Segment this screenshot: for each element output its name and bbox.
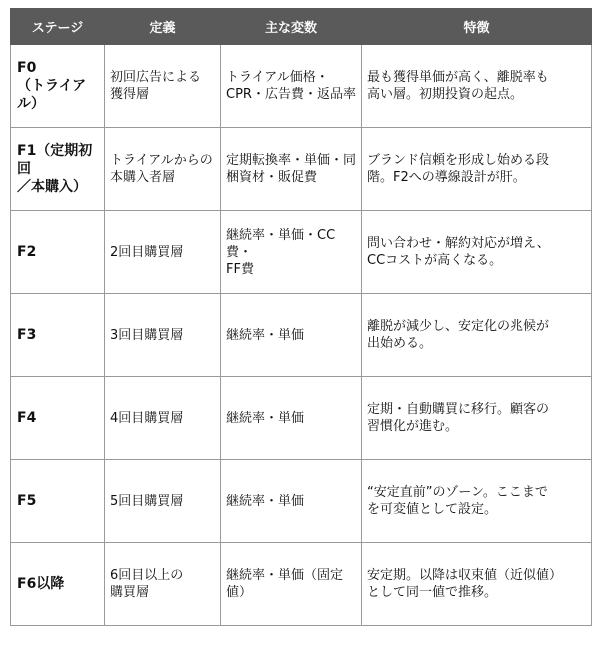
cell-variables [221,128,362,211]
header-features: 特徴 [362,9,592,45]
cell-line: 6回目以上の [110,568,184,583]
cell-variables [221,377,362,460]
cell-stage [11,294,105,377]
stage-table [10,8,592,626]
cell-variables [221,45,362,128]
cell-variables [221,294,362,377]
table-row [11,377,592,460]
cell-line: （トライアル） [17,78,87,112]
table-header [11,9,592,45]
cell-definition [105,45,221,128]
cell-features [362,460,592,543]
cell-line: CCコストが高くなる。 [367,253,503,268]
cell-line: 5回目購買層 [110,493,184,509]
cell-line: 4回目購買層 [110,410,184,426]
cell-features [362,45,592,128]
table-row [11,45,592,128]
cell-line: 習慣化が進む。 [367,419,459,434]
cell-line: F5 [17,493,37,509]
cell-line: 継続率・単価 [226,493,305,509]
cell-line: 購買層 [110,585,150,600]
header-row [11,9,592,45]
cell-stage [11,45,105,128]
cell-stage [11,377,105,460]
cell-features [362,377,592,460]
header-definition: 定義 [105,9,221,45]
table-row [11,211,592,294]
header-variables: 主な変数 [221,9,362,45]
cell-definition [105,460,221,543]
cell-line: 3回目購買層 [110,327,184,343]
cell-line: 安定期。以降は収束値（近似値） [367,568,563,583]
cell-line: トライアル価格・ [226,70,329,85]
cell-line: F2 [17,244,37,260]
cell-variables [221,543,362,626]
cell-definition [105,211,221,294]
cell-line: 本購入者層 [110,170,176,185]
cell-line: CPR・広告費・返品率 [226,87,356,102]
cell-line: 離脱が減少し、安定化の兆候が [367,319,550,334]
cell-line: を可変値として設定。 [367,502,498,517]
cell-features [362,211,592,294]
cell-line: ／本購入） [17,179,87,195]
cell-line: ブランド信頼を形成し始める段 [367,153,550,168]
cell-line: F4 [17,410,37,426]
cell-line: 高い層。初期投資の起点。 [367,87,524,102]
cell-line: 定期・自動購買に移行。顧客の [367,402,550,417]
cell-definition [105,377,221,460]
table-row [11,128,592,211]
cell-line: “安定直前”のゾーン。ここまで [367,485,548,500]
cell-line: F6以降 [17,576,65,592]
cell-variables [221,211,362,294]
cell-line: 定期転換率・単価・同 [226,153,357,168]
cell-line: 2回目購買層 [110,244,184,260]
cell-stage [11,460,105,543]
cell-line: 継続率・単価 [226,410,305,426]
cell-line: 出始める。 [367,336,433,351]
cell-line: 継続率・単価（固定値） [226,568,344,600]
cell-features [362,128,592,211]
table-row [11,460,592,543]
table-row [11,294,592,377]
header-stage: ステージ [11,9,105,45]
cell-line: FF費 [226,261,254,277]
cell-line: トライアルからの [110,153,213,168]
cell-line: 階。F2への導線設計が肝。 [367,170,526,185]
cell-line: 最も獲得単価が高く、離脱率も [367,70,549,85]
cell-line: 問い合わせ・解約対応が増え、 [367,236,550,251]
cell-features [362,294,592,377]
cell-stage [11,211,105,294]
cell-line: 継続率・単価・CC費・ [226,227,336,260]
cell-line: 初回広告による [110,70,202,85]
cell-line: F3 [17,327,37,343]
cell-definition [105,543,221,626]
cell-definition [105,294,221,377]
stage-table-container [10,8,591,626]
cell-line: として同一値で推移。 [367,585,498,600]
cell-variables [221,460,362,543]
cell-line: 梱資材・販促費 [226,170,318,185]
cell-definition [105,128,221,211]
cell-line: F0 [17,60,37,76]
table-body [11,45,592,626]
cell-line: 継続率・単価 [226,327,305,343]
cell-stage [11,543,105,626]
table-row [11,543,592,626]
cell-features [362,543,592,626]
cell-line: F1（定期初回 [17,143,93,177]
cell-line: 獲得層 [110,87,150,102]
cell-stage [11,128,105,211]
